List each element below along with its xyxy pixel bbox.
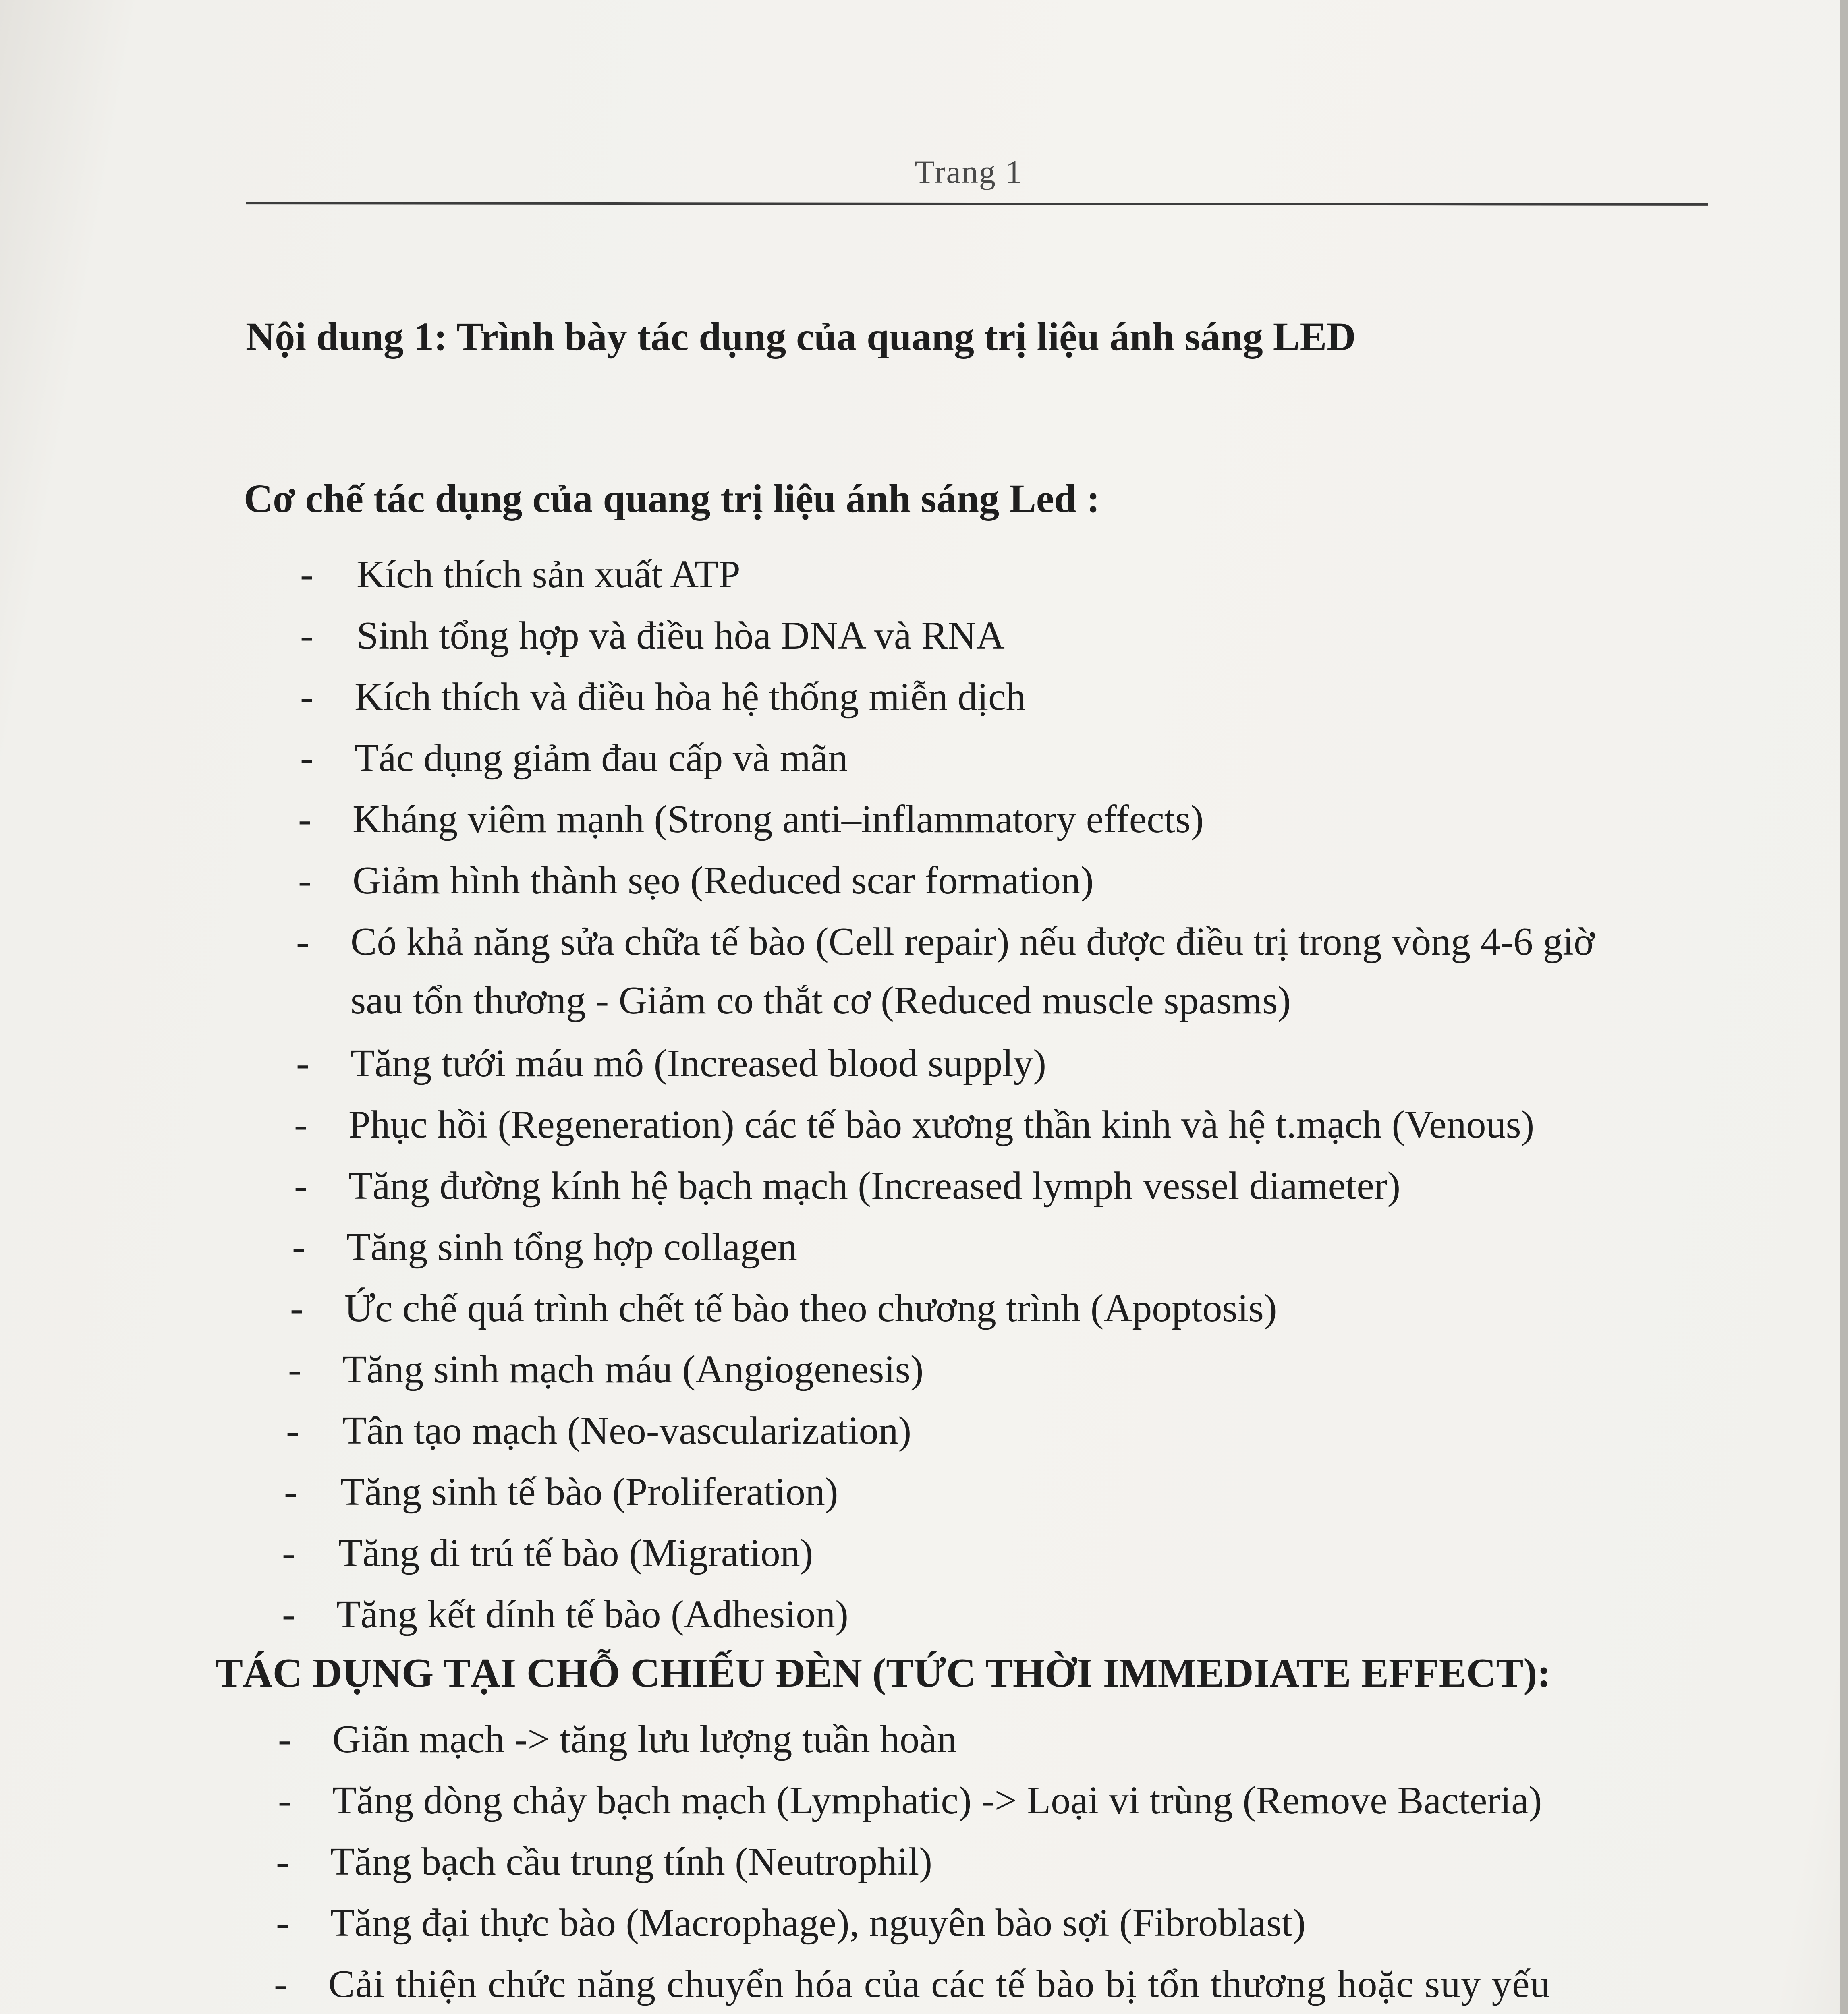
list-dash: - [296, 920, 309, 963]
list-dash: - [300, 614, 313, 657]
list-item: Tân tạo mạch (Neo-vascularization) [342, 1409, 912, 1452]
list-dash: - [298, 859, 311, 902]
list-item: Tăng tưới máu mô (Increased blood supply) [351, 1042, 1046, 1085]
list-dash: - [278, 1718, 291, 1761]
list-dash: - [288, 1348, 301, 1391]
list-dash: - [276, 1901, 289, 1945]
content-title: Nội dung 1: Trình bày tác dụng của quang trị liệu ánh sáng LED [246, 314, 1356, 359]
list-dash: - [278, 1779, 291, 1822]
list-item: Có khả năng sửa chữa tế bào (Cell repair) nếu được điều trị trong vòng 4-6 giờ [351, 920, 1595, 963]
list-dash: - [282, 1593, 295, 1636]
list-dash: - [300, 553, 313, 596]
list-item: Kháng viêm mạnh (Strong anti–inflammatory effects) [353, 798, 1204, 841]
list-dash: - [294, 1103, 307, 1146]
list-dash: - [276, 1840, 289, 1883]
list-item: Giảm hình thành sẹo (Reduced scar formation) [353, 859, 1094, 902]
list-item: Sinh tổng hợp và điều hòa DNA và RNA [357, 614, 1005, 657]
list-item: Tăng kết dính tế bào (Adhesion) [336, 1593, 848, 1636]
list-item: Tăng sinh tế bào (Proliferation) [340, 1470, 838, 1514]
list-dash: - [298, 798, 311, 841]
list-dash: - [274, 1962, 287, 2006]
list-item-continuation: sau tổn thương - Giảm co thắt cơ (Reduced muscle spasms) [351, 979, 1291, 1022]
list-item: Ức chế quá trình chết tế bào theo chương trình (Apoptosis) [344, 1287, 1277, 1330]
list-item: Tăng bạch cầu trung tính (Neutrophil) [330, 1840, 933, 1883]
list-dash: - [296, 1042, 309, 1085]
list-item: Kích thích sản xuất ATP [357, 553, 740, 596]
list-dash: - [300, 736, 313, 780]
list-dash: - [282, 1531, 295, 1575]
mechanism-title: Cơ chế tác dụng của quang trị liệu ánh sáng Led : [244, 476, 1100, 521]
list-dash: - [284, 1470, 297, 1514]
list-item: Tăng di trú tế bào (Migration) [338, 1531, 813, 1575]
list-item: Cải thiện chức năng chuyển hóa của các tế bào bị tổn thương hoặc suy yếu [328, 1962, 1551, 2006]
list-dash: - [292, 1225, 305, 1269]
list-dash: - [300, 675, 313, 719]
list-dash: - [290, 1287, 303, 1330]
list-item: Tăng đường kính hệ bạch mạch (Increased lymph vessel diameter) [348, 1164, 1401, 1208]
list-dash: - [286, 1409, 299, 1452]
list-item: Tăng sinh tổng hợp collagen [346, 1225, 797, 1269]
list-item: Phục hồi (Regeneration) các tế bào xương thần kinh và hệ t.mạch (Venous) [348, 1103, 1535, 1146]
paper-edge-shadow [1840, 0, 1848, 2014]
list-dash: - [294, 1164, 307, 1208]
header-rule [246, 202, 1708, 206]
list-item: Tác dụng giảm đau cấp và mãn [355, 736, 848, 780]
page-header-label: Trang 1 [915, 153, 1023, 190]
list-item: Tăng đại thực bào (Macrophage), nguyên bào sợi (Fibroblast) [330, 1901, 1306, 1945]
list-item: Giãn mạch -> tăng lưu lượng tuần hoàn [332, 1718, 957, 1761]
list-item: Tăng sinh mạch máu (Angiogenesis) [342, 1348, 924, 1391]
list-item: Tăng dòng chảy bạch mạch (Lymphatic) -> Loại vi trùng (Remove Bacteria) [332, 1779, 1542, 1822]
list-item: Kích thích và điều hòa hệ thống miễn dịch [355, 675, 1026, 719]
immediate-effect-title: TÁC DỤNG TẠI CHỖ CHIẾU ĐÈN (TỨC THỜI IMMEDIATE EFFECT): [216, 1650, 1551, 1696]
